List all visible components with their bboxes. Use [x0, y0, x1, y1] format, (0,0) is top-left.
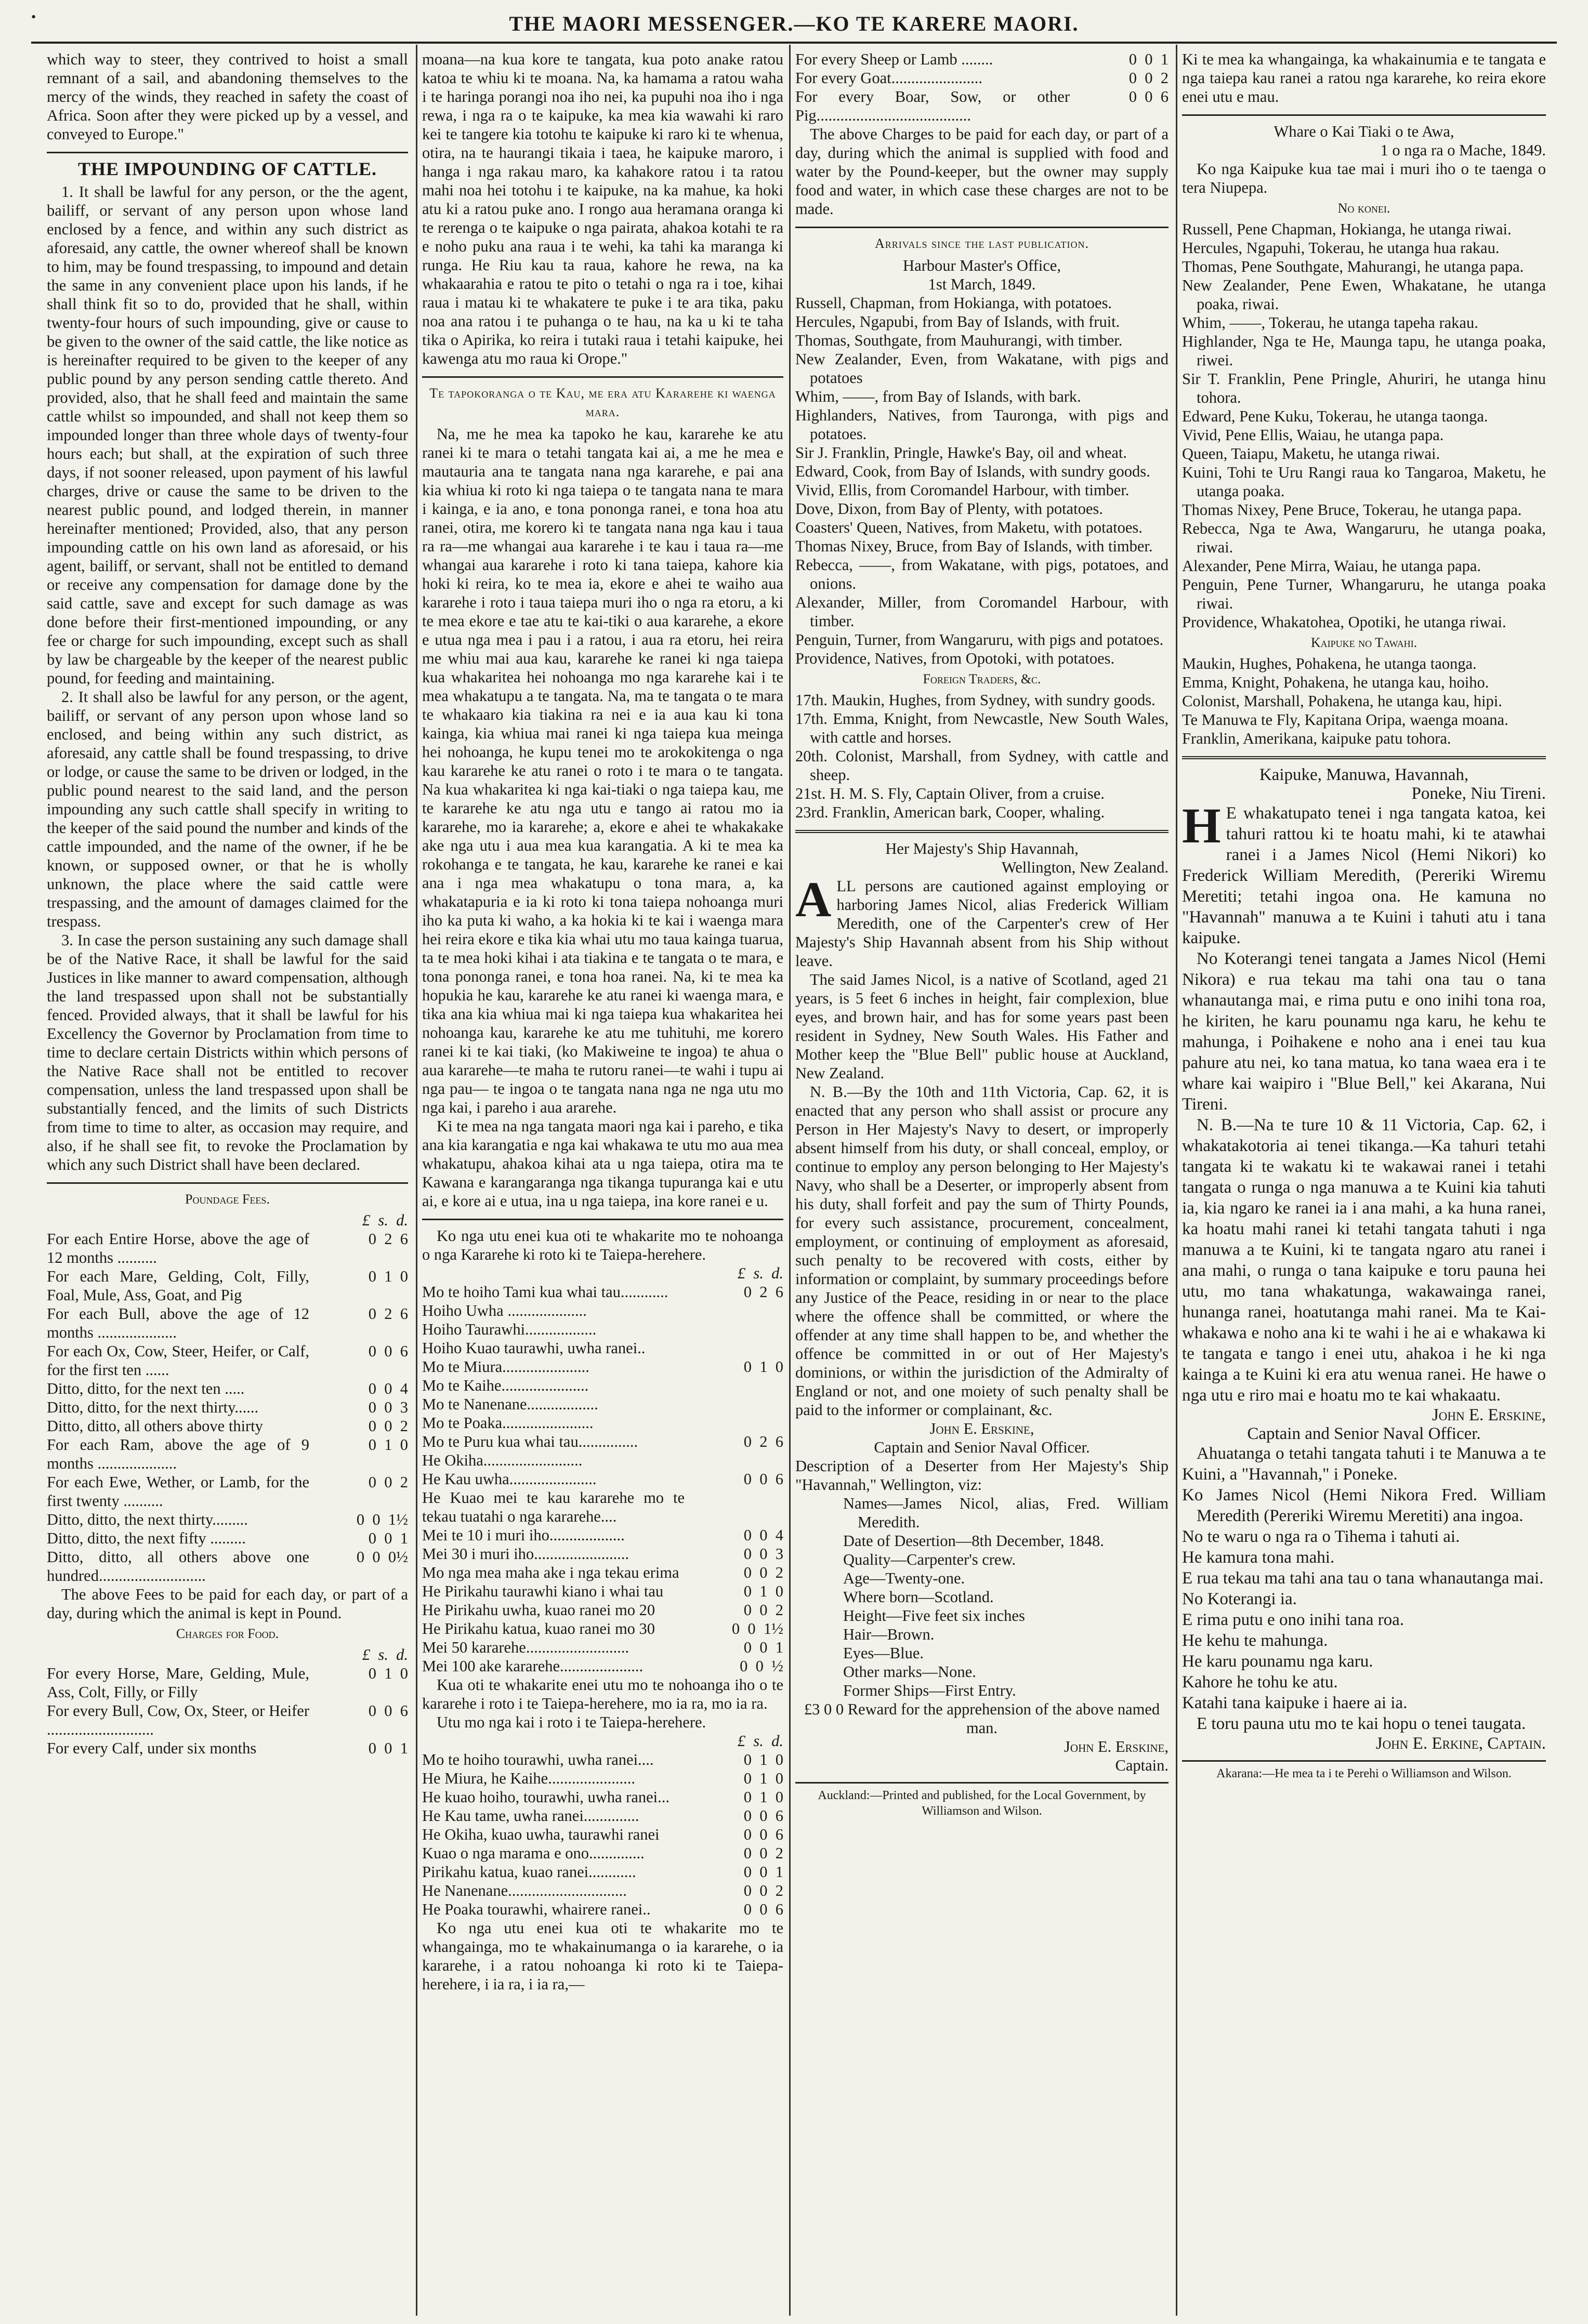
foreign-traders-heading: Foreign Traders, &c. — [923, 671, 1041, 686]
arrival-item: Alexander, Miller, from Coromandel Harbour, with timber. — [795, 593, 1169, 630]
charges-note: The above Charges to be paid for each day, or part of a day, during which the animal is supplied with food and water by the Pound-keeper, but the owner may supply food and water, in which case these charges are not to be made. — [795, 125, 1169, 218]
desc-item: Eyes—Blue. — [843, 1644, 924, 1662]
kai-row — [422, 1881, 783, 1900]
ship-item: Thomas, Pene Southgate, Mahurangi, he utanga papa. — [1182, 258, 1524, 275]
arrival-item: Hercules, Ngapubi, from Bay of Islands, with fruit. — [795, 313, 1120, 331]
fee-row — [47, 1304, 408, 1342]
desc-item: Date of Desertion—8th December, 1848. — [843, 1532, 1104, 1550]
notice-para: N. B.—By the 10th and 11th Victoria, Cap. 62, it is enacted that any person who shall assist or procure any Person in Her Majesty's Navy to desert, or improperly absent himself from his duty, or shall conceal, employ, or continue to employ any person belonging to Her Majesty's Navy, who shall be a Deserter, or improperly absent from his duty, shall forfeit and pay the sum of Thirty Pounds, for every such assistance, procurement, concealment, employment, or continuing of employment as aforesaid, such penalty to be recovered with costs, either by information or complaint, by summary proceedings before any Justice of the Peace, residing in or near to the place where the offence shall be committed, or where the offender at any time shall happen to be, and whether the offence be committed in or out of Her Majesty's dominions, or within the jurisdiction of the Admiralty of England or not, and one moiety of such penalty shall be paid to the informer or complainant, &c. — [795, 1083, 1169, 1419]
impounding-para: 3. In case the person sustaining any such damage shall be of the Native Race, it shall be lawful for the said Justices in like manner to award compensation, although the land trespassed upon shall not be substantially fenced. Provided always, that it shall be lawful for his Excellency the Governor by Proclamation from time to time to declare certain Districts within which persons of the Native Race shall not be entitled to recover compensation, unless the land trespassed upon shall be substantially fenced, and the limits of such Districts from time to time to alter, as occasion may require, and also, if he shall see fit, to revoke the Proclamation by which any such District shall have been declared. — [47, 931, 408, 1173]
notice-place-maori: Poneke, Niu Tireni. — [1411, 784, 1546, 803]
utu-label: Mei te 10 i muri iho................... — [422, 1526, 625, 1544]
arrival-item: Vivid, Ellis, from Coromandel Harbour, with timber. — [795, 481, 1130, 499]
impounding-para: 2. It shall also be lawful for any person, or the agent, bailiff, or servant of any person upon whose land so enclosed, and being within any such district, as aforesaid, any cattle shall be found trespassing, to drive or lodge, or cause the same to be driven or lodged, in the public pound nearest to the said land, and the person impounding any such cattle shall specify in writing to the keeper of the said pound the number and kinds of the cattle impounded, and the name of the owner, if he be known, or supposed owner, or that he is wholly unknown, the place where the said cattle were trespassing, and the amount of damages claimed for the trespass. — [47, 688, 408, 930]
kai-units-row — [422, 1732, 783, 1750]
food-label: For every Sheep or Lamb ........ — [795, 50, 993, 68]
fee-label: Ditto, ditto, for the next ten ..... — [47, 1380, 245, 1397]
fee-row — [47, 1230, 408, 1267]
fee-amount: 0 0 2 — [368, 1473, 408, 1491]
foreign-item: 17th. Maukin, Hughes, from Sydney, with sundry goods. — [795, 691, 1156, 709]
food-row — [47, 1701, 408, 1739]
kai-row — [422, 1769, 783, 1788]
utu-amount: 0 0 2 — [743, 1601, 783, 1619]
food-row — [795, 87, 1169, 125]
kai-units: £ s. d. — [737, 1732, 783, 1750]
fee-amount: 0 1 0 — [368, 1436, 408, 1454]
utu-label: He Okiha......................... — [422, 1451, 583, 1469]
food-row — [795, 69, 1169, 87]
fee-row — [47, 1267, 408, 1304]
fee-row — [47, 1398, 408, 1417]
food-label: For every Horse, Mare, Gelding, Mule, Ass, Colt, Filly, or Filly — [47, 1665, 309, 1701]
tawahi-item: Colonist, Marshall, Pohakena, he utanga kau, hipi. — [1182, 692, 1502, 710]
notice-heading-maori: Kaipuke, Manuwa, Havannah, — [1259, 765, 1469, 784]
utu-label: Hoiho Uwha .................... — [422, 1302, 587, 1319]
kai-label: Pirikahu katua, kuao ranei............ — [422, 1863, 636, 1881]
fee-amount: 0 0 6 — [368, 1342, 408, 1360]
reward-signature-maori: John E. Erkine, Captain. — [1375, 1734, 1546, 1753]
utu-row — [422, 1395, 783, 1414]
fee-label: Ditto, ditto, the next fifty ......... — [47, 1529, 246, 1547]
desc-item: Hair—Brown. — [843, 1626, 935, 1643]
tawahi-item: Maukin, Hughes, Pohakena, he utanga taonga. — [1182, 655, 1477, 672]
utu-row — [422, 1526, 783, 1544]
notice-signature: John E. Erskine, — [929, 1420, 1034, 1437]
desc-item-maori: He kehu te mahunga. — [1182, 1631, 1328, 1650]
kai-label: He Miura, he Kaihe...................... — [422, 1770, 635, 1787]
fee-label: Ditto, ditto, all others above thirty — [47, 1417, 263, 1435]
arrivals-date: 1st March, 1849. — [928, 275, 1036, 293]
reward-maori: E toru pauna utu mo te kai hopu o tenei taugata. — [1197, 1714, 1526, 1733]
notice-body-maori — [1182, 798, 1546, 948]
ship-item: Alexander, Pene Mirra, Waiau, he utanga papa. — [1182, 557, 1481, 575]
desc-item: Other marks—None. — [843, 1663, 976, 1681]
desc-heading-maori: Ahuatanga o tetahi tangata tahuti i te Manuwa a te Kuini, a "Havannah," i Poneke. — [1182, 1444, 1546, 1484]
utu-label: Hoiho Kuao taurawhi, uwha ranei.. — [422, 1339, 646, 1357]
section-divider — [422, 376, 783, 378]
food-amount: 0 0 1 — [368, 1739, 408, 1757]
utu-row — [422, 1283, 783, 1301]
desc-item-maori: E rima putu e ono inihi tana roa. — [1182, 1610, 1405, 1629]
utu-label: Mo te hoiho Tami kua whai tau............ — [422, 1283, 668, 1301]
utu-row — [422, 1320, 783, 1339]
utu-amount: 0 0 6 — [743, 1470, 783, 1488]
fee-label: For each Entire Horse, above the age of 12 months .......... — [47, 1230, 309, 1266]
ship-item: New Zealander, Pene Ewen, Whakatane, he utanga poaka, riwai. — [1182, 276, 1546, 313]
tapokoranga-para: Na, me he mea ka tapoko he kau, kararehe ke atu ranei ki te mara o tetahi tangata kai ai, a me he mea e mautauria ana te tangata nana nga kararehe, e pai ana kia whiua ki roto ki nga taiepa o te tangata nana te mara i kainga, e ia ano, e tona pononga ranei, e tona hoa atu ranei, otira, me korero ki te tangata nana nga kau i taua ra ra—me whangai aua kararehe i te kau i taua ra—me whangai aua kararehe i roto ki tana taiepa, kahore kia hoki ki reira, ko te mea ia, ekore e ahei te waiho aua kararehe i roto i taua taiepa muri iho o nga ra etoru, a ki te mea ekore e tae atu te kai-tiki o aua kararehe, a ekore e utua nga mea i pau i a ratou, i aua ra etoru, hei reira me whiu mai aua kau, kararehe ke ranei ki nga taiepa kua whakaritea hei nohoanga mo nga kararehe kai i te mea whakatupu a te tangata. Na, ma te tangata o te mara te whakaaro kia tiakina ra nei e ia aua kau ki tona kainga, kia whiua mai ranei ki nga taiepa kua meinga hei nohoanga, he kupu tenei mo te arokokitenga o nga kau kararehe ke atu ranei o roto i te mara o te tangata. Na kua whakaritea ki nga kai-tiaki o nga taiepa kau, me te kararehe ke atu nga utu e tango ai ratou mo ia kararehe, mo ia kararehe; a, ekore e ahei te whakakake ake nga utu i aua mea kua karangatia. A ki te mea ka rokohanga e te tangata, he kau, kararehe ke ranei e kai ana i nga mea whakatupu o tona mara, a, ka whakatapuria e ia ki roto ki tona taiepa nohoanga muri iho ka puta ki waho, a ka hokia ki te kai i waenga mara hei reira ekore e tika kia whai utu mo taua kainga tuarua, ta te mea hoki kihai i ata tiakina e te tangata o te mara, e tona pononga ranei, e tona hoa ranei. Na, ki te mea ka hopukia he kau, kararehe ke atu ranei ki waenga mara, e tika ana kia whiua mai ki nga taiepa kua whakaritea hei nohoanga kau, kararehe ke atu me tuhituhi, me korero ranei ki te kai tiaki, (ko Makiweine te ingoa) te ahua o aua kararehe—te maha te rutoru ranei—te wahi i tupu ai nga pau— te ingoa o te tangata nana nga ne nga utu mo nga kai, i pareho i aua ararehe. — [422, 425, 783, 1116]
reward-signature-title: Captain. — [1115, 1757, 1169, 1774]
fee-amount: 0 0 3 — [368, 1398, 408, 1416]
whare-heading: Whare o Kai Tiaki o te Awa, — [1274, 123, 1454, 140]
utu-amount: 0 2 6 — [743, 1433, 783, 1450]
food-amount: 0 0 6 — [368, 1702, 408, 1720]
impounding-para: 1. It shall be lawful for any person, or the the agent, bailiff, or servant of any person upon whose land enclosed by a fence, and within any such district as aforesaid, any cattle, the owner whereof shall be known to him, may be found trespassing, to impound and detain the same in any convenient place upon his lands, if he shall think fit so to do, provided that he shall, within twenty-four hours of such impounding, give or cause to be given to the owner of the said cattle, the like notice as is hereinafter required to be given to the keeper of any public pound by any person sending cattle thereto. And provided, also, that he shall feed and maintain the same cattle whilst so impounded, and shall not keep them so impounded longer than three whole days of twenty-four hours each; but shall, at the expiration of such three days, if not sooner released, upon payment of his lawful charges, drive or cause the same to be driven to the nearest public pound, and lodged therein, in manner hereinafter mentioned; Provided, also, that any person impounding cattle on his own land as aforesaid, or his agent, bailiff, or servant, shall not be entitled to demand or receive any compensation for damage done by the said cattle, save and except for such damage as was done before their first-mentioned impounding, or any fee or charge for such impounding, except such as shall by law be chargeable by the keeper of the nearest public pound, for feeding and maintaining. — [47, 183, 408, 687]
kai-label: Kuao o nga marama e ono.............. — [422, 1844, 645, 1862]
kai-amount: 0 1 0 — [743, 1770, 783, 1787]
ship-item: Edward, Pene Kuku, Tokerau, he utanga taonga. — [1182, 407, 1488, 425]
desc-item-maori: No te waru o nga ra o Tihema i tahuti ai. — [1182, 1527, 1460, 1546]
fee-row — [47, 1342, 408, 1379]
kai-row — [422, 1806, 783, 1825]
fee-label: Ditto, ditto, the next thirty......... — [47, 1511, 248, 1528]
arrivals-heading: Arrivals since the last publication. — [875, 236, 1089, 251]
arrival-item: Thomas Nixey, Bruce, from Bay of Islands, with timber. — [795, 537, 1153, 555]
fee-label: For each Bull, above the age of 12 months .................... — [47, 1305, 309, 1341]
closing-para: Ko nga utu enei kua oti te whakarite mo te whangainga, mo te whakainumanga o ia kararehe, o ia kararehe, i a ratou nohoanga ki roto ki te Taiepa-herehere, i ia ra, i ia ra,— — [422, 1919, 783, 1993]
desc-item: Age—Twenty-one. — [843, 1569, 965, 1587]
fee-label: Ditto, ditto, all others above one hundred........................... — [47, 1548, 309, 1584]
arrival-item: Edward, Cook, from Bay of Islands, with sundry goods. — [795, 463, 1150, 480]
kai-amount: 0 0 2 — [743, 1882, 783, 1899]
harbour-office: Harbour Master's Office, — [903, 257, 1061, 274]
utu-row — [422, 1544, 783, 1563]
desc-item-maori: Kahore he tohu ke atu. — [1182, 1673, 1338, 1692]
utu-amount: 0 0 3 — [743, 1545, 783, 1563]
notice-text-maori: E whakatupato tenei i nga tangata katoa, kei tahuri rattou ki te hoatu mahi, ki te atawhai ranei i a James Nicol (Hemi Nikori) ko Frederick William Meredith, (Pereriki Wiremu Meretiti; tetahi ingoa ona. He kamuna no "Havannah" manuwa a te Kuini i tahuti atu i tana kaipuke. — [1182, 804, 1546, 947]
column-rule — [1176, 45, 1177, 2316]
tapokoranga-heading: Te tapokoranga o te Kau, me era atu Kararehe ki waenga mara. — [429, 386, 776, 419]
kai-label: He Nanenane.............................. — [422, 1882, 627, 1899]
printer-imprint: Auckland:—Printed and published, for the Local Government, by Williamson and Wilson. — [795, 1782, 1169, 1819]
ship-item: Providence, Whakatohea, Opotiki, he utanga riwai. — [1182, 613, 1506, 631]
section-divider — [422, 1219, 783, 1220]
utu-label: Mo nga mea maha ake i nga tekau erima — [422, 1564, 679, 1581]
kai-label: He Okiha, kuao uwha, taurawhi ranei — [422, 1826, 660, 1843]
kai-amount: 0 0 2 — [743, 1844, 783, 1862]
ship-item: Hercules, Ngapuhi, Tokerau, he utanga hua rakau. — [1182, 239, 1500, 257]
kai-row — [422, 1788, 783, 1806]
utu-units-row — [422, 1264, 783, 1283]
tawahi-heading: Kaipuke no Tawahi. — [1310, 635, 1418, 650]
notice-para-maori: N. B.—Na te ture 10 & 11 Victoria, Cap. 62, i whakatakotoria ai tenei tikanga.—Ka tahuri tetahi tangata ki te wakatu ki te wakawai ranei i tetahi tangata o runga o nga manuwa a te Kuini kia tahuti ia, kia ngaro ke ranei ia i ana mahi, a ka huna ranei, ka hoatu mahi ranei ki tetahi tangata tahuti i nga manuwa a te Kuini, ki te tangata ngaro atu ranei i ana mahi, o runga o tana kaipuke e toru pauna hei utu, mo tana whakatunga, wakawainga ranei, hunanga ranei, hoatutanga mahi ranei. Ma te Kai-whakawa e noho ana ki te wahi i he ai e whakawa ki te tangata e tango i enei utu, ahakoa i he ki nga kainga a te Kuini ki era atu wenua ranei. He hawe o nga utu e riro mai e hoatu mo te kai whakaatu. — [1182, 1116, 1546, 1405]
kai-row — [422, 1750, 783, 1769]
desc-item-maori: Katahi tana kaipuke i haere ai ia. — [1182, 1694, 1408, 1712]
no-konei-heading: No konei. — [1337, 201, 1390, 216]
column-3 — [795, 50, 1169, 2321]
desc-item-maori: He karu pounamu nga karu. — [1182, 1652, 1373, 1671]
fees-units: £ s. d. — [362, 1211, 408, 1229]
arrival-item: New Zealander, Even, from Wakatane, with pigs and potatoes — [795, 350, 1169, 387]
notice-body — [795, 872, 1169, 970]
reward-signature: John E. Erskine, — [1064, 1738, 1169, 1755]
arrival-item: Providence, Natives, from Opotoki, with potatoes. — [795, 650, 1115, 667]
fee-row — [47, 1473, 408, 1510]
fee-amount: 0 0 4 — [368, 1380, 408, 1397]
section-divider — [795, 830, 1169, 833]
column-4 — [1182, 50, 1546, 2321]
column-1 — [47, 50, 408, 2321]
kai-row — [422, 1844, 783, 1863]
printer-imprint-maori: Akarana:—He mea ta i te Perehi o Williamson and Wilson. — [1182, 1760, 1546, 1781]
fee-amount: 0 2 6 — [368, 1305, 408, 1323]
notice-signature-title-maori: Captain and Senior Naval Officer. — [1247, 1424, 1481, 1443]
fee-row — [47, 1529, 408, 1548]
utu-row — [422, 1414, 783, 1432]
ship-item: Queen, Taiapu, Maketu, he utanga riwai. — [1182, 445, 1440, 463]
arrival-item: Sir J. Franklin, Pringle, Hawke's Bay, oil and wheat. — [795, 444, 1127, 461]
desc-item-maori: E rua tekau ma tahi ana tau o tana whanautanga mai. — [1182, 1569, 1544, 1588]
fee-row — [47, 1379, 408, 1398]
arrival-item: Whim, ——, from Bay of Islands, with bark. — [795, 388, 1081, 405]
ship-item: Whim, ——, Tokerau, he utanga tapeha rakau. — [1182, 314, 1478, 332]
fee-row — [47, 1417, 408, 1435]
utu-label: Mei 30 i muri iho........................ — [422, 1545, 629, 1563]
utu-label: Mei 50 kararehe.......................... — [422, 1639, 629, 1656]
food-label: For every Boar, Sow, or other Pig....................................... — [795, 88, 1070, 124]
fee-label: For each Ox, Cow, Steer, Heifer, or Calf, for the first ten ...... — [47, 1342, 309, 1379]
utu-amount: 0 0 4 — [743, 1526, 783, 1544]
column-rule — [789, 45, 791, 2316]
utu-row — [422, 1638, 783, 1657]
utu-row — [422, 1582, 783, 1601]
food-amount: 0 0 2 — [1128, 69, 1169, 87]
notice-signature-maori: John E. Erskine, — [1432, 1406, 1546, 1424]
utu-amount: 0 2 6 — [743, 1283, 783, 1301]
tawahi-item: Franklin, Amerikana, kaipuke patu tohora. — [1182, 730, 1451, 747]
section-divider — [47, 152, 408, 153]
kai-amount: 0 0 6 — [743, 1826, 783, 1843]
fees-note: The above Fees to be paid for each day, or part of a day, during which the animal is kept in Pound. — [47, 1586, 408, 1622]
column-rule — [416, 45, 417, 2316]
utu-row — [422, 1451, 783, 1470]
section-divider — [47, 1182, 408, 1184]
ship-item: Penguin, Pene Turner, Whangaruru, he utanga poaka riwai. — [1182, 576, 1546, 612]
kai-label: He kuao hoiho, tourawhi, uwha ranei... — [422, 1788, 670, 1806]
story-ending: which way to steer, they contrived to hoist a small remnant of a sail, and abandoning themselves to the mercy of the winds, they reached in safety the coast of Africa. Soon after they were picked up by a vessel, and conveyed to Europe." — [47, 50, 408, 143]
kai-label: He Kau tame, uwha ranei.............. — [422, 1807, 639, 1825]
fee-amount: 0 0 0½ — [356, 1548, 408, 1566]
utu-amount: 0 0 1½ — [731, 1620, 783, 1638]
utu-amount: 0 1 0 — [743, 1582, 783, 1600]
utu-label: Mo te Puru kua whai tau............... — [422, 1433, 638, 1450]
desc-item: Former Ships—First Entry. — [843, 1682, 1016, 1699]
kai-label: Mo te hoiho tourawhi, uwha ranei.... — [422, 1751, 654, 1768]
drop-cap: A — [795, 872, 832, 927]
kai-row — [422, 1863, 783, 1881]
food-row — [47, 1664, 408, 1701]
utu-label: He Pirikahu katua, kuao ranei mo 30 — [422, 1620, 655, 1638]
masthead-dot: • — [31, 9, 36, 24]
desc-item-maori: Ko James Nicol (Hemi Nikora Fred. William Meredith (Pereriki Wiremu Meretiti) ana ingoa. — [1182, 1486, 1546, 1525]
impounding-heading: THE IMPOUNDING OF CATTLE. — [77, 159, 377, 179]
kai-amount: 0 1 0 — [743, 1751, 783, 1768]
arrival-item: Russell, Chapman, from Hokianga, with potatoes. — [795, 294, 1112, 312]
food-row — [47, 1739, 408, 1758]
ship-item: Highlander, Nga te He, Maunga tapu, he utanga poaka, riwei. — [1182, 333, 1546, 369]
utu-row — [422, 1301, 783, 1320]
utu-row — [422, 1470, 783, 1488]
food-amount: 0 0 6 — [1128, 88, 1169, 105]
desc-heading: Description of a Deserter from Her Majesty's Ship "Havannah," Wellington, viz: — [795, 1457, 1169, 1494]
poundage-fees-heading: Poundage Fees. — [185, 1192, 270, 1207]
desc-item: Quality—Carpenter's crew. — [843, 1551, 1016, 1568]
arrival-item: Coasters' Queen, Natives, from Maketu, with potatoes. — [795, 519, 1143, 536]
utu-amount: 0 1 0 — [743, 1358, 783, 1376]
story-ending-maori: moana—na kua kore te tangata, kua poto anake ratou katoa te whiu ki te moana. Na, ka hamama a ratou waha i te haringa porangi noa iho nei, ka pupuhi noa iho i nga rewa, i nga ra o te kaipuke, ka mea kia wawahi ki raro kei te tangere kia totohu te kaipuke ki raro ki te whenua, otira, na te haurangi tikaia i taea, he kaipuke maroro, i hanga i nga rakau maro, ka kahakore ratou i ta ratou mahi noa hei totohu i te kaipuke, na ka mahue, ka hoki atu ki a ratou puke ano. I rongo aua heramana oranga ki te rerenga o te kaipuke o nga pairata, ahakoa kotahi te ra e noho puku ana raua i te wehi, ka tahi ka maranga ki runga. He Riu kau ta raua, kahore he rewa, na ka whakaarahia e ratou te pito o tetahi o nga ra i toe, kihai raua i matau ki te whakatere te puke i te ara tika, paku noa ana ratou i te puhanga o te hau, na ka u ki te taha tika o Apirika, ko reira i tutaki raua i tetahi kaipuke, hei kawenga atu mo raua ki Orope." — [422, 50, 783, 367]
tapokoranga-para: Ki te mea na nga tangata maori nga kai i pareho, e tika ana kia karangatia e nga kai whakawa te utu mo aua mea whakatupu, ahakoa kihai ata u nga taiepa, otira ma te Kawana e karangaranga nga tikanga tupuranga kai e utu ai, e kore ai e utua, ina u nga taiepa, ina kore ranei e u. — [422, 1117, 783, 1210]
kai-amount: 0 1 0 — [743, 1788, 783, 1806]
utu-row — [422, 1357, 783, 1376]
utu-label: Mo te Nanenane.................. — [422, 1395, 598, 1413]
arrival-item: Dove, Dixon, from Bay of Plenty, with potatoes. — [795, 500, 1103, 518]
arrival-item: Penguin, Turner, from Wangaruru, with pigs and potatoes. — [795, 631, 1164, 649]
fee-row — [47, 1435, 408, 1473]
notice-text: LL persons are cautioned against employing or harboring James Nicol, alias Frederick William Meredith, one of the Carpenter's crew of Her Majesty's Ship Havannah absent from his Ship without leave. — [795, 877, 1169, 970]
utu-row — [422, 1657, 783, 1675]
desc-item-maori: He kamura tona mahi. — [1182, 1548, 1335, 1567]
utu-label: Mo te Kaihe...................... — [422, 1377, 589, 1394]
kai-amount: 0 0 1 — [743, 1863, 783, 1881]
ship-item: Thomas Nixey, Pene Bruce, Tokerau, he utanga papa. — [1182, 501, 1522, 519]
fee-label: Ditto, ditto, for the next thirty...... — [47, 1398, 259, 1416]
desc-item: Names—James Nicol, alias, Fred. William Meredith. — [843, 1495, 1169, 1531]
arrival-item: Rebecca, ——, from Wakatane, with pigs, potatoes, and onions. — [795, 556, 1169, 592]
foreign-item: 21st. H. M. S. Fly, Captain Oliver, from a cruise. — [795, 785, 1105, 802]
utu-row — [422, 1563, 783, 1582]
notice-para-maori: No Koterangi tenei tangata a James Nicol (Hemi Nikora) e rua tekau ma tahi ona tau o tana whanautanga mai, e rima putu e ono inihi tona roa, he kiriten, he karu pounamu nga karu, he kehu te mahunga, i Poihakene e noho ana i enei tau kua pahure atu nei, ko tana matua, ko tana waea era i te whare kai waipiro i "Blue Bell," kei Akarana, Nui Tireni. — [1182, 949, 1546, 1114]
whare-date: 1 o nga ra o Mache, 1849. — [1380, 141, 1546, 159]
utu-label: Hoiho Taurawhi.................. — [422, 1321, 597, 1338]
ship-item: Rebecca, Nga te Awa, Wangaruru, he utanga poaka, riwai. — [1182, 520, 1546, 556]
notice-place: Wellington, New Zealand. — [1001, 859, 1169, 876]
utu-row — [422, 1339, 783, 1357]
desc-item: Where born—Scotland. — [843, 1588, 994, 1606]
utu-label: Mo te Miura...................... — [422, 1358, 589, 1376]
utu-row — [422, 1432, 783, 1451]
fee-amount: 0 0 2 — [368, 1417, 408, 1435]
utu-row — [422, 1488, 783, 1526]
utu-label: He Kau uwha...................... — [422, 1470, 597, 1488]
foreign-item: 23rd. Franklin, American bark, Cooper, whaling. — [795, 803, 1105, 821]
utu-label: He Kuao mei te kau kararehe mo te tekau tuatahi o nga kararehe.... — [422, 1489, 685, 1525]
section-divider — [1182, 756, 1546, 759]
section-divider — [795, 227, 1169, 228]
food-intro: Kua oti te whakarite enei utu mo te nohoanga iho o te kararehe i roto i te Taiepa-herehere, mo ia ra, mo ia ra. — [422, 1676, 783, 1712]
food-label: For every Goat....................... — [795, 69, 983, 87]
fee-label: For each Ram, above the age of 9 months .................... — [47, 1436, 309, 1472]
utu-row — [422, 1601, 783, 1619]
food-charges-heading: Charges for Food. — [176, 1626, 279, 1641]
utu-amount: 0 0 2 — [743, 1564, 783, 1581]
utu-label: He Pirikahu uwha, kuao ranei mo 20 — [422, 1601, 655, 1619]
food-label: For every Calf, under six months — [47, 1739, 257, 1757]
utu-row — [422, 1376, 783, 1395]
ship-item: Kuini, Tohi te Uru Rangi raua ko Tangaroa, Maketu, he utanga poaka. — [1182, 464, 1546, 500]
fee-amount: 0 0 1 — [368, 1529, 408, 1547]
fee-row — [47, 1548, 408, 1585]
arrival-item: Thomas, Southgate, from Mauhurangi, with timber. — [795, 332, 1123, 349]
kai-row — [422, 1825, 783, 1844]
notice-signature-title: Captain and Senior Naval Officer. — [874, 1438, 1090, 1456]
kai-label: He Poaka tourawhi, whairere ranei.. — [422, 1900, 651, 1918]
food-units: £ s. d. — [362, 1646, 408, 1663]
tawahi-item: Te Manuwa te Fly, Kapitana Oripa, waenga moana. — [1182, 711, 1508, 729]
food-intro-2: Utu mo nga kai i roto i te Taiepa-herehere. — [437, 1713, 706, 1731]
reward: £3 0 0 Reward for the apprehension of the above named man. — [804, 1700, 1160, 1737]
foreign-item: 20th. Colonist, Marshall, from Sydney, with cattle and sheep. — [795, 747, 1169, 784]
utu-row — [422, 1619, 783, 1638]
food-amount: 0 0 1 — [1128, 50, 1169, 68]
desc-item: Height—Five feet six inches — [843, 1607, 1025, 1625]
kai-row — [422, 1900, 783, 1919]
utu-label: Mei 100 ake kararehe..................... — [422, 1657, 644, 1675]
ship-item: Sir T. Franklin, Pene Pringle, Ahuriri, he utanga hinu tohora. — [1182, 370, 1546, 406]
drop-cap: H — [1182, 798, 1221, 853]
ship-item: Vivid, Pene Ellis, Waiau, he utanga papa. — [1182, 426, 1444, 444]
arrival-item: Highlanders, Natives, from Tauronga, with pigs and potatoes. — [795, 406, 1169, 443]
masthead-title: THE MAORI MESSENGER.—KO TE KARERE MAORI. — [509, 11, 1079, 35]
notice-para: The said James Nicol, is a native of Scotland, aged 21 years, is 5 feet 6 inches in height, fair complexion, blue eyes, and brown hair, and has for some years past been resident in Sydney, New South Wales. His Father and Mother keep the "Blue Bell" public house at Auckland, New Zealand. — [795, 971, 1169, 1082]
fee-amount: 0 2 6 — [368, 1230, 408, 1248]
kai-amount: 0 0 6 — [743, 1807, 783, 1825]
kai-amount: 0 0 6 — [743, 1900, 783, 1918]
whare-intro: Ko nga Kaipuke kua tae mai i muri iho o te taenga o tera Niupepa. — [1182, 160, 1546, 196]
food-amount: 0 1 0 — [368, 1665, 408, 1682]
fee-label: For each Ewe, Wether, or Lamb, for the first twenty .......... — [47, 1473, 309, 1510]
food-note-maori: Ki te mea ka whangainga, ka whakainumia e te tangata e nga taiepa kau ranei a ratou nga kararehe, ko reira ekore enei utu e mau. — [1182, 50, 1546, 105]
food-row — [795, 50, 1169, 69]
foreign-item: 17th. Emma, Knight, from Newcastle, New South Wales, with cattle and horses. — [795, 710, 1169, 746]
section-divider — [1182, 114, 1546, 116]
food-units-row — [47, 1645, 408, 1664]
fee-label: For each Mare, Gelding, Colt, Filly, Foal, Mule, Ass, Goat, and Pig — [47, 1267, 309, 1304]
utu-intro: Ko nga utu enei kua oti te whakarite mo te nohoanga o nga Kararehe ki roto ki te Taiepa-herehere. — [422, 1227, 783, 1263]
fee-row — [47, 1510, 408, 1529]
fee-amount: 0 0 1½ — [356, 1511, 408, 1528]
utu-units: £ s. d. — [737, 1264, 783, 1282]
desc-item-maori: No Koterangi ia. — [1182, 1590, 1297, 1608]
notice-ship: Her Majesty's Ship Havannah, — [885, 840, 1079, 857]
fees-units-row — [47, 1211, 408, 1230]
utu-amount: 0 0 1 — [743, 1639, 783, 1656]
tawahi-item: Emma, Knight, Pohakena, he utanga kau, hoiho. — [1182, 674, 1489, 691]
utu-label: Mo te Poaka....................... — [422, 1414, 594, 1432]
ship-item: Russell, Pene Chapman, Hokianga, he utanga riwai. — [1182, 220, 1512, 238]
column-2 — [422, 50, 783, 2321]
utu-label: He Pirikahu taurawhi kiano i whai tau — [422, 1582, 664, 1600]
masthead — [31, 5, 1557, 44]
food-label: For every Bull, Cow, Ox, Steer, or Heifer ........................... — [47, 1702, 309, 1738]
fee-amount: 0 1 0 — [368, 1267, 408, 1285]
utu-amount: 0 0 ½ — [740, 1657, 783, 1675]
